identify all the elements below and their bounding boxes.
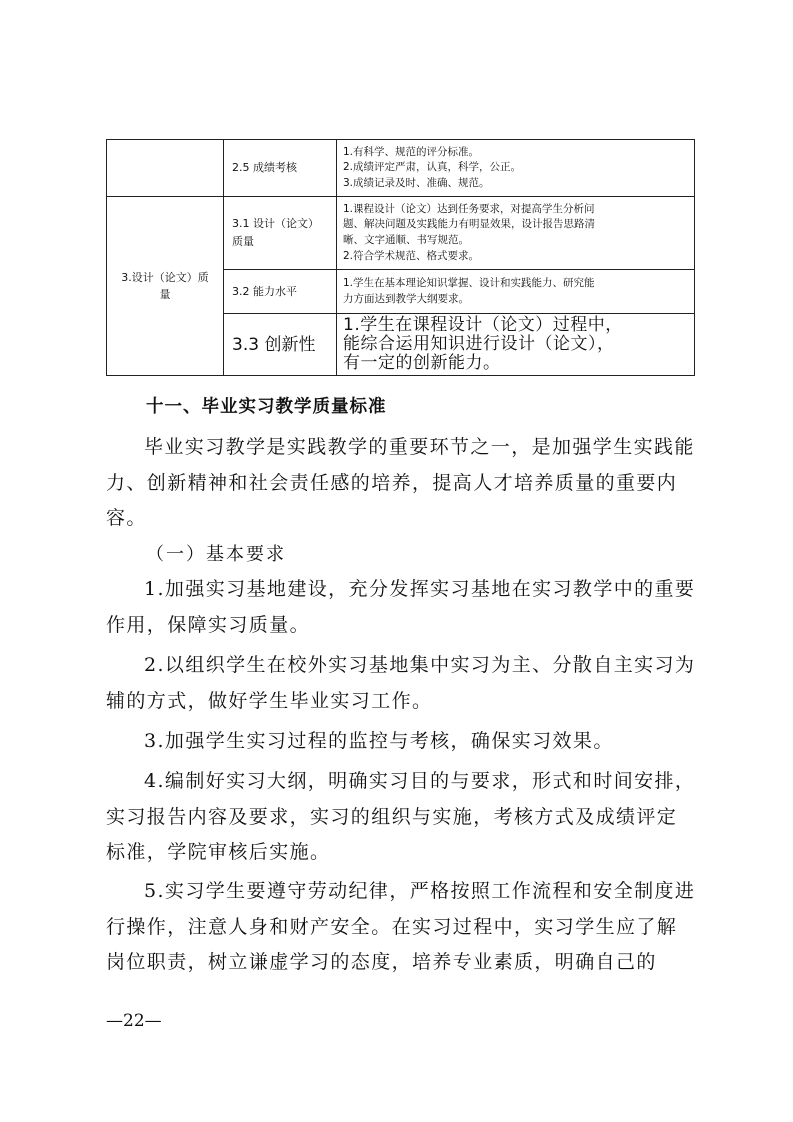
requirement-line: 2.成绩评定严肃，认真，科学，公正。 [343, 161, 522, 174]
requirement-item: 2.以组织学生在校外实习基地集中实习为主、分散自主实习为辅的方式，做好学生毕业实习工作。 [106, 654, 696, 712]
group-label-cell [107, 197, 224, 376]
requirement-item: 1.加强实习基地建设，充分发挥实习基地在实习教学中的重要作用，保障实习质量。 [106, 578, 696, 636]
criterion-line: 质量 [232, 235, 254, 248]
criterion-cell [224, 197, 337, 270]
criterion-cell: 3.2 能力水平 [224, 270, 337, 314]
table-row [107, 140, 695, 197]
requirement-line: 1.学生在课程设计（论文）过程中， [343, 315, 623, 335]
table-cell-empty [107, 140, 224, 197]
requirement-cell [337, 197, 695, 270]
requirement-line: 晰、文字通顺、书写规范。 [343, 234, 469, 246]
requirement-line: 1.有科学、规范的评分标准。 [343, 145, 480, 158]
requirement-item: 5.实习学生要遵守劳动纪律，严格按照工作流程和安全制度进行操作，注意人身和财产安全。在实习过程中，实习学生应了解岗位职责，树立谦虚学习的态度，培养专业素质，明确自己的 [106, 880, 696, 973]
requirement-line: 2.符合学术规范、格式要求。 [343, 249, 480, 262]
group-label-line: 量 [159, 288, 171, 301]
requirement-cell [337, 140, 695, 197]
requirement-line: 能综合运用知识进行设计（论文）， [343, 334, 615, 354]
requirement-line: 有一定的创新能力。 [343, 353, 501, 373]
section-heading: 十一、毕业实习教学质量标准 [146, 397, 387, 417]
table-row [107, 197, 695, 270]
criterion-cell: 3.3 创新性 [224, 314, 337, 376]
requirement-line: 力方面达到教学大纲要求。 [343, 292, 469, 305]
requirement-item: 3.加强学生实习过程的监控与考核，确保实习效果。 [144, 730, 614, 752]
requirement-item: 4.编制好实习大纲，明确实习目的与要求，形式和时间安排，实习报告内容及要求，实习的组织与实施，考核方式及成绩评定标准，学院审核后实施。 [106, 770, 696, 863]
requirement-line: 1.课程设计（论文）达到任务要求，对提高学生分析问 [343, 202, 595, 215]
requirement-line: 题、解决问题及实践能力有明显效果，设计报告思路清 [343, 218, 595, 231]
criterion-cell: 2.5 成绩考核 [224, 140, 337, 197]
quality-standard-table [106, 139, 695, 376]
requirement-line: 3.成绩记录及时、准确、规范。 [343, 176, 490, 189]
page-number: —22— [106, 1011, 162, 1031]
group-label-line: 3.设计（论文）质 [121, 271, 209, 284]
requirement-line: 1.学生在基本理论知识掌握、设计和实践能力、研究能 [343, 276, 595, 289]
intro-paragraph: 毕业实习教学是实践教学的重要环节之一，是加强学生实践能力、创新精神和社会责任感的培养，提高人才培养质量的重要内容。 [106, 436, 695, 529]
requirement-cell [337, 270, 695, 314]
requirement-cell [337, 314, 695, 376]
subheading: （一）基本要求 [146, 544, 286, 565]
criterion-line: 3.1 设计（论文） [232, 217, 319, 230]
